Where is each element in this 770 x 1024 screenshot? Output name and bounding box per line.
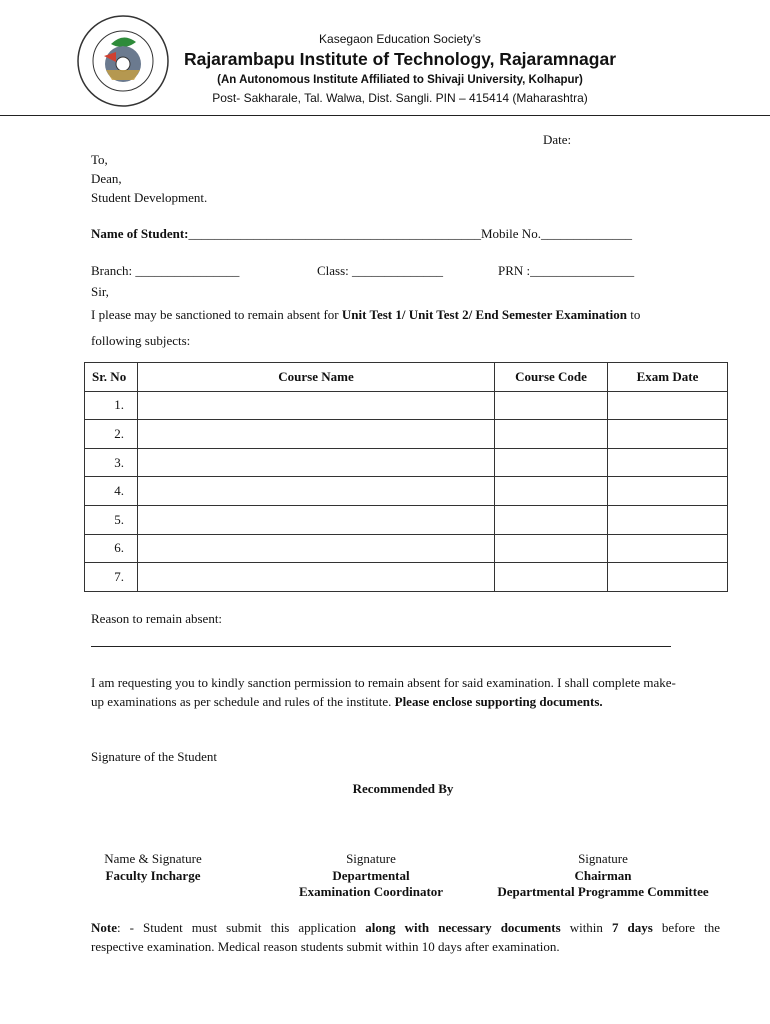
mobile-label: Mobile No.: [481, 226, 541, 241]
course-name-cell[interactable]: [138, 391, 495, 420]
sanction-line-2: [91, 694, 603, 710]
prn-field: [498, 263, 634, 279]
note-deadline: 7 days: [611, 920, 653, 935]
signatory-title: Examination Coordinator: [298, 884, 444, 899]
addressee: [91, 150, 207, 207]
class-blank: ______________: [352, 263, 444, 278]
table-row: [85, 534, 728, 563]
row-number: 7.: [85, 563, 138, 592]
exam-date-cell[interactable]: [608, 563, 728, 592]
row-number: 4.: [85, 477, 138, 506]
student-signature-label: Signature of the Student: [91, 749, 218, 764]
header-divider: [0, 115, 770, 116]
branch-field: [91, 263, 239, 279]
addressee-line: To,: [91, 152, 108, 167]
name-label: Name of Student:: [91, 226, 189, 241]
exam-date-cell[interactable]: [608, 534, 728, 563]
note-label: Note: [91, 920, 117, 935]
col-header-exam-date: Exam Date: [608, 363, 728, 392]
course-code-cell[interactable]: [495, 505, 608, 534]
course-code-cell[interactable]: [495, 420, 608, 449]
exam-date-cell[interactable]: [608, 477, 728, 506]
society-name: Kasegaon Education Society’s: [319, 32, 481, 46]
salutation: Sir,: [91, 284, 109, 299]
row-number: 1.: [85, 391, 138, 420]
recommended-by: Recommended By: [352, 781, 454, 796]
course-name-cell[interactable]: [138, 505, 495, 534]
row-number: 2.: [85, 420, 138, 449]
course-name-cell[interactable]: [138, 563, 495, 592]
course-code-cell[interactable]: [495, 391, 608, 420]
request-suffix: to: [626, 307, 641, 322]
branch-label: Branch:: [91, 263, 133, 278]
table-row: [85, 505, 728, 534]
table-row: [85, 563, 728, 592]
student-name-row: [91, 226, 632, 242]
course-name-cell[interactable]: [138, 477, 495, 506]
branch-blank: ________________: [135, 263, 240, 278]
sanction-text: up examinations as per schedule and rules of the institute.: [91, 694, 395, 709]
reason-line[interactable]: [91, 646, 671, 647]
signatory-title: Chairman: [574, 867, 632, 883]
course-code-cell[interactable]: [495, 534, 608, 563]
signatory-line: Name & Signature: [104, 851, 202, 866]
enclose-docs-note: Please enclose supporting documents.: [394, 694, 603, 709]
prn-label: PRN :: [498, 263, 531, 278]
subjects-table: [84, 362, 728, 592]
row-number: 3.: [85, 448, 138, 477]
request-prefix: I please may be sanctioned to remain absent for: [91, 307, 342, 322]
note-emphasis: along with necessary documents: [365, 920, 561, 935]
note-text: : - Student must submit this application: [117, 920, 366, 935]
class-field: [317, 263, 443, 279]
exam-date-cell[interactable]: [608, 448, 728, 477]
col-header-course-code: Course Code: [495, 363, 608, 392]
table-row: [85, 391, 728, 420]
course-name-cell[interactable]: [138, 448, 495, 477]
request-line-2: following subjects:: [91, 333, 191, 348]
date-label: Date:: [543, 132, 572, 147]
request-line: [91, 307, 640, 323]
signatory-title: Departmental: [332, 867, 410, 883]
institute-name: Rajarambapu Institute of Technology, Rajaramnagar: [183, 49, 617, 69]
note-line-2: respective examination. Medical reason students submit within 10 days after examination.: [91, 939, 560, 954]
course-code-cell[interactable]: [495, 563, 608, 592]
signatory-title: Departmental Programme Committee: [497, 884, 709, 899]
exam-date-cell[interactable]: [608, 505, 728, 534]
institute-address: Post- Sakharale, Tal. Walwa, Dist. Sangli. PIN – 415414 (Maharashtra): [212, 91, 588, 105]
table-row: [85, 448, 728, 477]
course-name-cell[interactable]: [138, 420, 495, 449]
mobile-blank: ______________: [540, 226, 632, 241]
sanction-line-1: I am requesting you to kindly sanction permission to remain absent for said examination. I shall complete make-: [91, 675, 676, 690]
name-blank: _____________________________________________: [188, 226, 481, 241]
table-row: [85, 420, 728, 449]
table-row: [85, 477, 728, 506]
prn-blank: ________________: [530, 263, 635, 278]
signatory-chairman: [483, 851, 723, 901]
course-code-cell[interactable]: [495, 448, 608, 477]
col-header-sr: Sr. No: [85, 363, 138, 392]
row-number: 6.: [85, 534, 138, 563]
course-code-cell[interactable]: [495, 477, 608, 506]
exam-date-cell[interactable]: [608, 420, 728, 449]
table-header-row: [85, 363, 728, 392]
signatory-exam-coordinator: [281, 851, 461, 901]
exam-date-cell[interactable]: [608, 391, 728, 420]
col-header-course-name: Course Name: [138, 363, 495, 392]
addressee-line: Student Development.: [91, 190, 208, 205]
signatory-title: Faculty Incharge: [105, 867, 201, 883]
class-label: Class:: [317, 263, 349, 278]
note-text: before the: [652, 920, 720, 935]
note-line-1: [91, 920, 720, 936]
affiliation: (An Autonomous Institute Affiliated to Shivaji University, Kolhapur): [217, 74, 583, 86]
addressee-line: Dean,: [91, 171, 122, 186]
row-number: 5.: [85, 505, 138, 534]
reason-label: Reason to remain absent:: [91, 611, 223, 626]
note-text: within: [560, 920, 612, 935]
signatory-line: Signature: [578, 851, 628, 866]
signatory-faculty: [83, 851, 223, 884]
exam-type: Unit Test 1/ Unit Test 2/ End Semester Examination: [341, 307, 627, 322]
signatory-line: Signature: [346, 851, 396, 866]
course-name-cell[interactable]: [138, 534, 495, 563]
